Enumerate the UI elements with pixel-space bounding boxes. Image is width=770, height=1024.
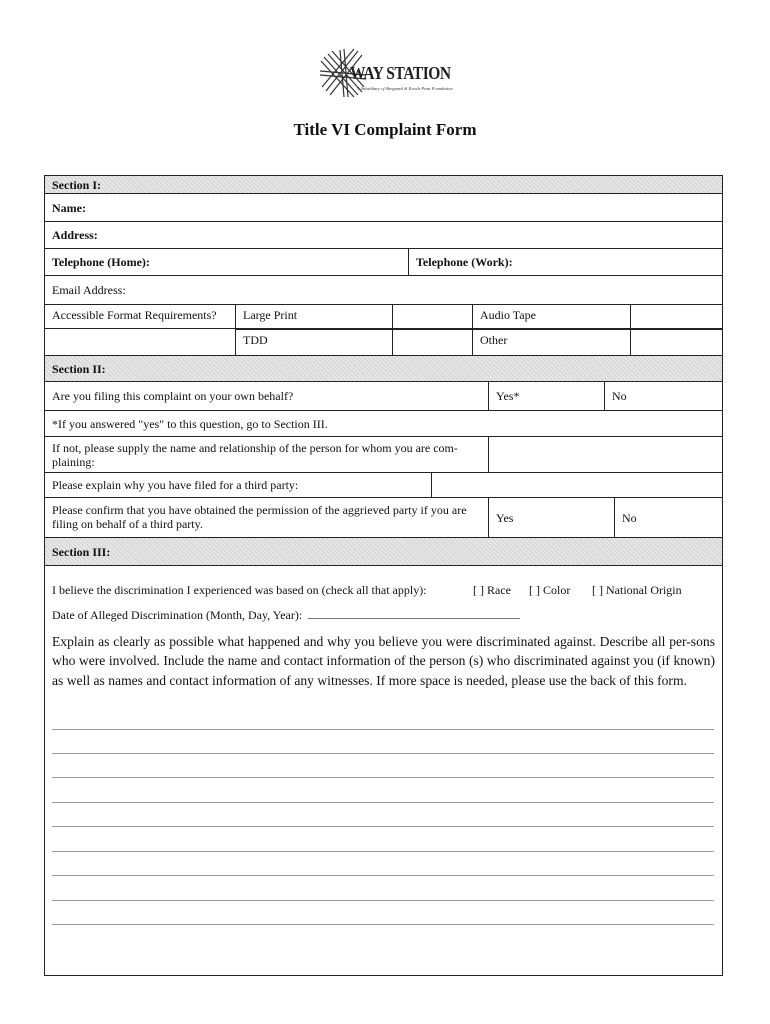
address-label: Address: xyxy=(52,228,98,242)
telephone-row xyxy=(45,249,722,276)
confirm-permission-question: Please confirm that you have obtained the permission of the aggrieved party if you are filing on behalf of a third party. xyxy=(52,503,467,531)
if-not-row xyxy=(45,437,722,473)
audio-tape-checkbox-edge xyxy=(630,305,645,328)
explain-instructions: Explain as clearly as possible what happened and why you believe you were discriminated against. Describe all per-sons who were involved. Include the name and contact information of the person (s) who discriminated against you (if known) as well as names and contact information of any witnesses. If more space is needed, please use the back of this form. xyxy=(52,634,715,688)
date-input-line[interactable] xyxy=(308,609,520,619)
writing-line[interactable] xyxy=(52,900,714,901)
explain-third-party-field[interactable] xyxy=(431,473,722,497)
telephone-home-label: Telephone (Home): xyxy=(52,255,150,269)
national-origin-checkbox[interactable]: [ ] National Origin xyxy=(592,583,682,597)
confirm-permission-row xyxy=(45,498,722,538)
discrimination-basis-question: I believe the discrimination I experienced was based on (check all that apply): xyxy=(52,583,427,597)
large-print-checkbox[interactable] xyxy=(392,305,472,328)
color-checkbox[interactable]: [ ] Color xyxy=(529,583,571,597)
writing-line[interactable] xyxy=(52,826,714,827)
writing-line[interactable] xyxy=(52,777,714,778)
own-behalf-question: Are you filing this complaint on your own behalf? xyxy=(52,389,294,403)
confirm-no-option[interactable]: No xyxy=(614,498,722,537)
own-behalf-row xyxy=(45,382,722,411)
accessible-format-label: Accessible Format Requirements? xyxy=(52,308,217,322)
writing-line[interactable] xyxy=(52,875,714,876)
section-3-header xyxy=(45,538,722,566)
explain-third-party-row xyxy=(45,473,722,498)
section-2-header xyxy=(45,356,722,382)
page-title: Title VI Complaint Form xyxy=(293,120,477,139)
section-2-header-label: Section II: xyxy=(52,361,106,376)
if-not-question: If not, please supply the name and relationship of the person for whom you are com-plaining: xyxy=(52,441,458,469)
way-station-logo xyxy=(318,47,453,99)
name-row[interactable] xyxy=(45,194,722,222)
third-party-name-field[interactable] xyxy=(488,437,722,472)
telephone-work-label: Telephone (Work): xyxy=(416,255,513,269)
telephone-home-field[interactable] xyxy=(45,249,408,275)
if-yes-note-row xyxy=(45,411,722,437)
section-1-header xyxy=(45,176,722,194)
logo-tagline: A Subsidiary of Sheppard & Enoch Pratt Foundation xyxy=(357,86,453,91)
other-option[interactable]: Other xyxy=(472,329,630,355)
writing-line[interactable] xyxy=(52,753,714,754)
if-yes-note: *If you answered "yes" to this question, go to Section III. xyxy=(52,416,328,431)
audio-tape-option[interactable]: Audio Tape xyxy=(472,305,630,328)
complaint-form xyxy=(44,175,723,976)
own-behalf-yes-option[interactable]: Yes* xyxy=(488,382,604,410)
name-label: Name: xyxy=(52,200,86,215)
large-print-option[interactable]: Large Print xyxy=(235,305,392,328)
writing-line[interactable] xyxy=(52,851,714,852)
other-checkbox[interactable] xyxy=(630,329,722,355)
writing-line[interactable] xyxy=(52,802,714,803)
email-label: Email Address: xyxy=(52,283,126,297)
address-row[interactable] xyxy=(45,222,722,249)
accessible-format-row-1 xyxy=(45,304,722,329)
confirm-yes-option[interactable]: Yes xyxy=(488,498,614,537)
section-3-header-label: Section III: xyxy=(52,544,111,559)
writing-line[interactable] xyxy=(52,729,714,730)
accessible-format-row-2 xyxy=(45,329,722,356)
telephone-work-field[interactable] xyxy=(408,249,722,275)
own-behalf-no-option[interactable]: No xyxy=(604,382,722,410)
logo-brand-text: WAY STATION xyxy=(350,63,451,83)
writing-line[interactable] xyxy=(52,924,714,925)
date-row xyxy=(52,608,722,623)
explain-third-party-label: Please explain why you have filed for a third party: xyxy=(52,478,299,492)
email-row[interactable] xyxy=(45,276,722,304)
date-label: Date of Alleged Discrimination (Month, Day, Year): xyxy=(52,608,303,622)
section-1-header-label: Section I: xyxy=(52,178,101,192)
tdd-checkbox[interactable] xyxy=(392,329,472,355)
tdd-option[interactable]: TDD xyxy=(235,329,392,355)
race-checkbox[interactable]: [ ] Race xyxy=(473,583,511,597)
